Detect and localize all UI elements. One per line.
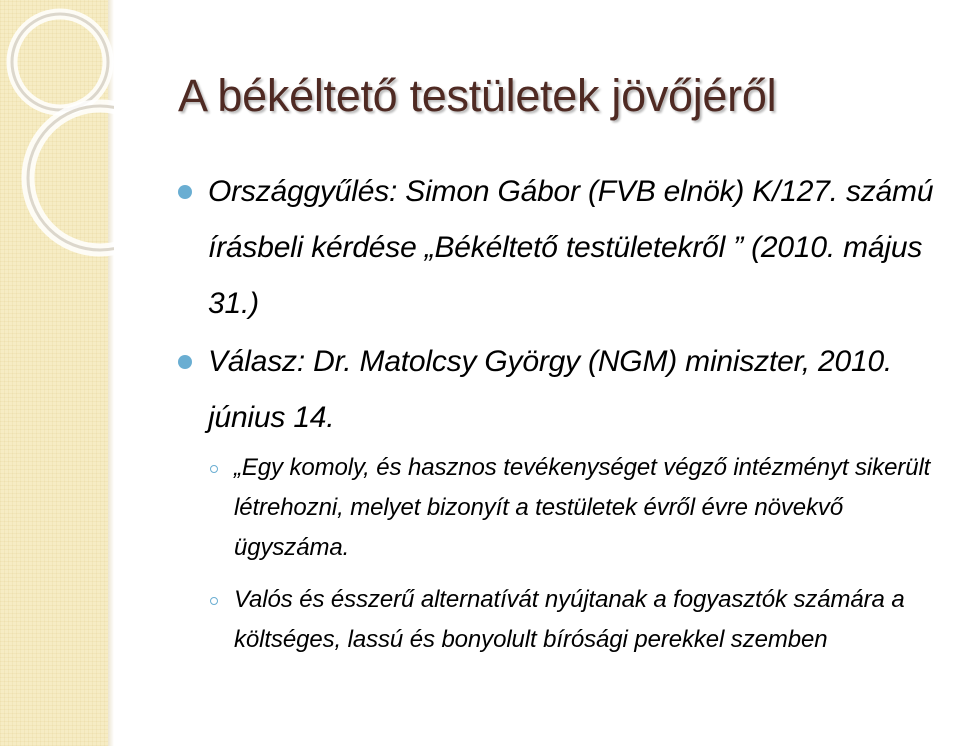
bullet-text: Országgyűlés: Simon Gábor (FVB elnök) K/127. számú írásbeli kérdése „Békéltető testületekről ” (2010. május 31.) bbox=[208, 175, 934, 320]
sub-bullet-text: „Egy komoly, és hasznos tevékenységet végző intézményt sikerült létrehozni, melyet bizonyít a testületek évről évre növekvő ügyszáma. bbox=[234, 454, 931, 561]
bullet-item bbox=[178, 164, 948, 332]
sub-bullet-ring-icon bbox=[210, 465, 218, 473]
bullet-dot-icon bbox=[178, 355, 192, 369]
slide-title: A békéltető testületek jövőjéről bbox=[178, 70, 777, 121]
sub-bullet-item bbox=[178, 580, 948, 660]
bullet-text: Válasz: Dr. Matolcsy György (NGM) miniszter, 2010. június 14. bbox=[208, 345, 893, 434]
slide-content bbox=[178, 164, 948, 672]
sub-bullet-text: Valós és ésszerű alternatívát nyújtanak a fogyasztók számára a költséges, lassú és bonyolult bírósági perekkel szemben bbox=[234, 586, 905, 653]
bullet-dot-icon bbox=[178, 185, 192, 199]
decorative-circles-icon bbox=[0, 0, 114, 260]
sub-bullet-ring-icon bbox=[210, 597, 218, 605]
bullet-item bbox=[178, 334, 948, 446]
sub-bullet-item bbox=[178, 448, 948, 568]
